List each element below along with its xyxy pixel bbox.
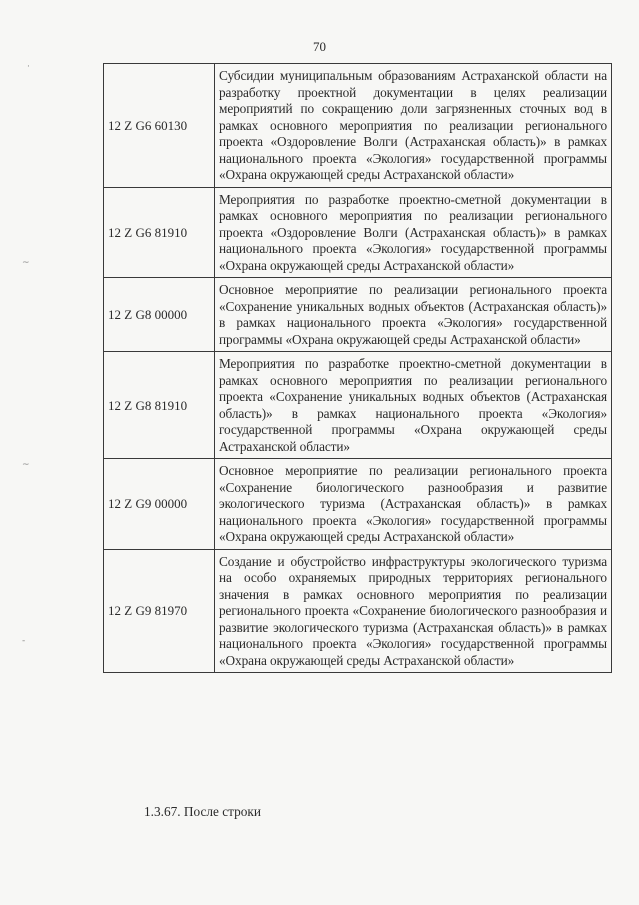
table-row	[104, 352, 612, 459]
budget-code-cell: 12 Z G9 81970	[104, 549, 215, 673]
description-cell: Мероприятия по разработке проектно-сметной документации в рамках основного мероприятия по реализации регионального проекта «Оздоровление Волги (Астраханская область)» в рамках национального проекта «Экология» государственной программы «Охрана окружающей среды Астраханской области»	[215, 187, 612, 278]
budget-code-cell: 12 Z G6 81910	[104, 187, 215, 278]
description-cell: Мероприятия по разработке проектно-сметной документации в рамках основного мероприятия по реализации регионального проекта «Сохранение уникальных водных объектов (Астраханская область)» в рамках национального проекта «Экология» государственной программы «Охрана окружающей среды Астраханской области»	[215, 352, 612, 459]
scan-artifact-mark: -	[22, 636, 26, 646]
description-cell: Основное мероприятие по реализации регионального проекта «Сохранение уникальных водных объектов (Астраханская область)» в рамках национального проекта «Экология» государственной программы «Охрана окружающей среды Астраханской области»	[215, 278, 612, 352]
table-row	[104, 549, 612, 673]
amendment-note: 1.3.67. После строки	[144, 804, 261, 819]
description-cell: Основное мероприятие по реализации регионального проекта «Сохранение биологического разнообразия и развитие экологического туризма (Астраханская область)» в рамках национального проекта «Экология» государственной программы «Охрана окружающей среды Астраханской области»	[215, 459, 612, 550]
table-row	[104, 187, 612, 278]
table-row	[104, 64, 612, 188]
budget-code-cell: 12 Z G8 81910	[104, 352, 215, 459]
scan-artifact-mark: ·	[27, 62, 30, 72]
budget-classification-table	[103, 63, 612, 673]
description-cell: Создание и обустройство инфраструктуры экологического туризма на особо охраняемых природных территориях регионального значения в рамках основного мероприятия по реализации регионального проекта «Сохранение биологического разнообразия и развитие экологического туризма (Астраханская область)» в рамках национального проекта «Экология» государственной программы «Охрана окружающей среды Астраханской области»	[215, 549, 612, 673]
table-row	[104, 278, 612, 352]
budget-code-cell: 12 Z G8 00000	[104, 278, 215, 352]
scan-artifact-mark: ~	[22, 258, 30, 268]
page-number: 70	[313, 39, 326, 54]
budget-code-cell: 12 Z G9 00000	[104, 459, 215, 550]
table-row	[104, 459, 612, 550]
budget-code-cell: 12 Z G6 60130	[104, 64, 215, 188]
description-cell: Субсидии муниципальным образованиям Астраханской области на разработку проектной документации в целях реализации мероприятий по сокращению доли загрязненных сточных вод в рамках основного мероприятия по реализации регионального проекта «Оздоровление Волги (Астраханская область)» в рамках национального проекта «Экология» государственной программы «Охрана окружающей среды Астраханской области»	[215, 64, 612, 188]
scan-artifact-mark: ~	[22, 460, 30, 470]
